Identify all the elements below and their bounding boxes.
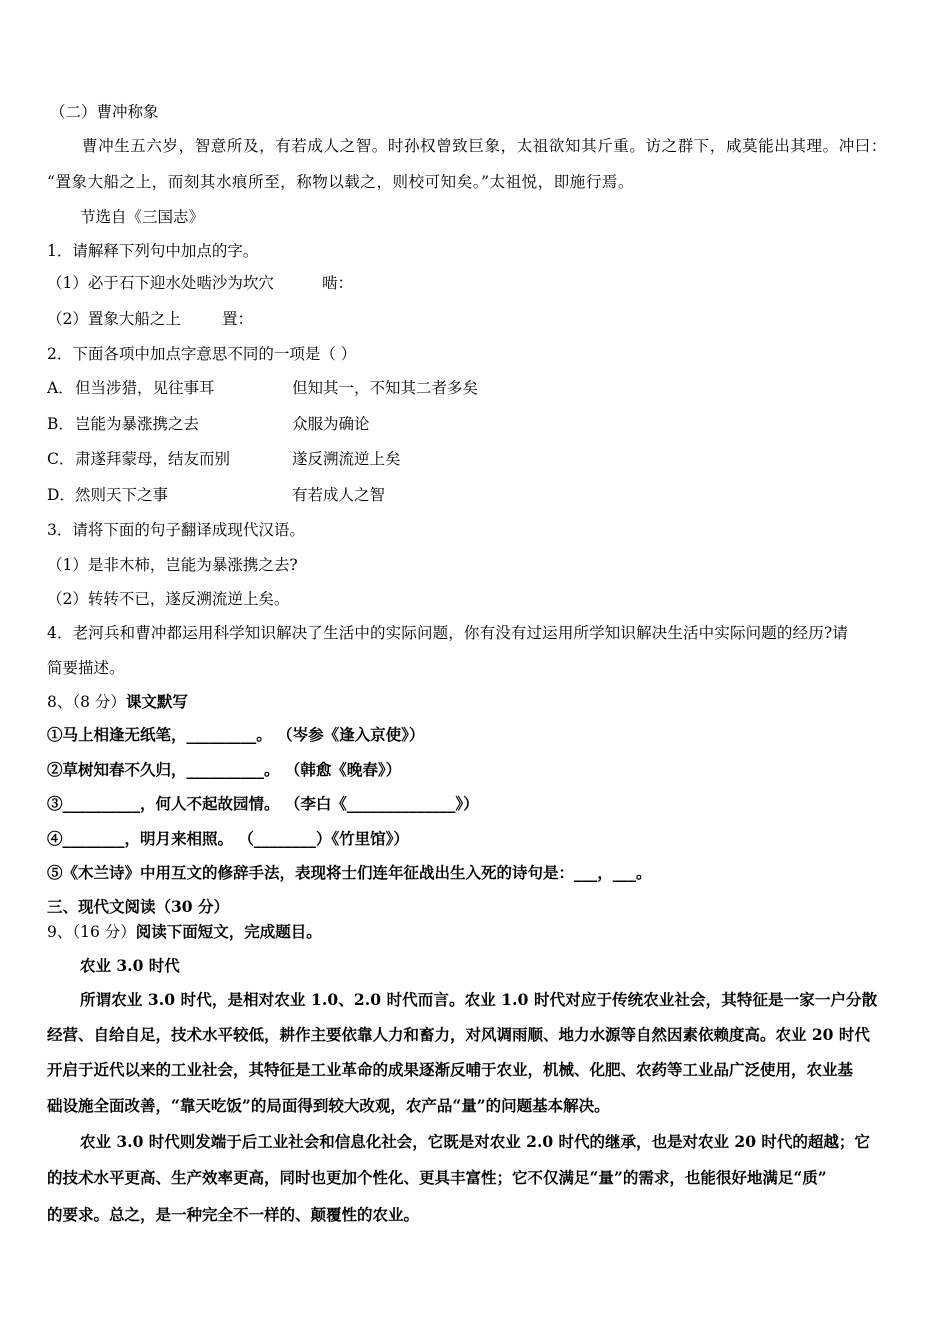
option-d-right: 有若成人之智: [292, 486, 386, 504]
question-3-1: （1）是非木柿，岂能为暴涨携之去?: [47, 556, 298, 574]
question-1-2-sentence: （2）置象大船之上: [47, 310, 181, 328]
question-8-title: 课文默写: [125, 692, 188, 711]
dictation-item-4: ④________，明月来相照。 （________）《竹里馆》）: [47, 829, 409, 848]
question-1-1-sentence: （1）必于石下迎水处啮沙为坎穴: [47, 274, 274, 292]
question-1: 1．请解释下列句中加点的字。: [47, 242, 259, 260]
question-1-1-char: 啮：: [322, 274, 354, 292]
option-c-letter: C．: [47, 450, 75, 468]
option-a-letter: A．: [47, 379, 74, 397]
question-9-number: 9、（16 分）: [47, 923, 136, 941]
question-8-header: [47, 692, 188, 712]
option-a-left: 但当涉猎，见往事耳: [75, 379, 215, 397]
question-9-instruction: 阅读下面短文，完成题目。: [135, 922, 322, 941]
option-a-right: 但知其一，不知其二者多矣: [292, 379, 479, 397]
question-8-number: 8、（8 分）: [47, 693, 126, 711]
article-p2-line1: 农业 3.0 时代则发端于后工业社会和信息化社会，它既是对农业 2.0 时代的继承，也是对农业 20 时代的超越；它: [80, 1132, 870, 1151]
dictation-item-1: ①马上相逢无纸笔，_________。 （岑参《逢入京使》）: [47, 725, 425, 744]
question-4-line1: 4．老河兵和曹冲都运用科学知识解决了生活中的实际问题，你有没有过运用所学知识解决生活中实际问题的经历?请: [47, 624, 848, 642]
section-title-caochong: （二）曹冲称象: [50, 103, 159, 121]
question-4-line2: 简要描述。: [47, 659, 125, 677]
dictation-item-2: ②草树知春不久归，__________。 （韩愈《晚春》）: [47, 760, 402, 779]
option-b-left: 岂能为暴涨携之去: [75, 415, 200, 433]
option-c-right: 遂反溯流逆上矣: [292, 450, 401, 468]
caochong-source: 节选自《三国志》: [80, 208, 205, 226]
article-p2-line3: 的要求。总之，是一种完全不一样的、颠覆性的农业。: [47, 1205, 420, 1224]
section-3-title: 三、现代文阅读（30 分）: [47, 897, 229, 916]
article-p2-line2: 的技术水平更高、生产效率更高，同时也更加个性化、更具丰富性；它不仅满足“量”的需求，也能很好地满足“质”: [47, 1168, 827, 1187]
question-9-header: [47, 922, 322, 942]
option-d-letter: D．: [47, 486, 75, 504]
question-2: 2．下面各项中加点字意思不同的一项是（ ）: [47, 345, 357, 363]
dictation-item-3: ③__________，何人不起故园情。 （李白《______________》）: [47, 794, 479, 813]
question-3-2: （2）转转不已，遂反溯流逆上矣。: [47, 590, 290, 608]
option-c-left: 肃遂拜蒙母，结友而别: [75, 450, 231, 468]
article-p1-line4: 础设施全面改善，“靠天吃饭”的局面得到较大改观，农产品“量”的问题基本解决。: [47, 1096, 610, 1115]
dictation-item-5: ⑤《木兰诗》中用互文的修辞手法，表现将士们连年征战出生入死的诗句是：___，___。: [47, 863, 652, 882]
article-title: 农业 3.0 时代: [80, 956, 180, 975]
question-3: 3．请将下面的句子翻译成现代汉语。: [47, 521, 305, 539]
article-p1-line2: 经营、自给自足，技术水平较低，耕作主要依靠人力和畜力，对风调雨顺、地力水源等自然因素依赖度高。农业 20 时代: [47, 1025, 870, 1044]
article-p1-line3: 开启于近代以来的工业社会，其特征是工业革命的成果逐渐反哺于农业，机械、化肥、农药等工业品广泛使用，农业基: [47, 1060, 854, 1079]
caochong-text-line1: 曹冲生五六岁，智意所及，有若成人之智。时孙权曾致巨象，太祖欲知其斤重。访之群下，咸莫能出其理。冲曰：: [82, 137, 888, 155]
caochong-text-line2: “置象大船之上，而刻其水痕所至，称物以载之，则校可知矣。”太祖悦，即施行焉。: [47, 173, 635, 191]
option-b-letter: B．: [47, 415, 74, 433]
article-p1-line1: 所谓农业 3.0 时代，是相对农业 1.0、2.0 时代而言。农业 1.0 时代对应于传统农业社会，其特征是一家一户分散: [80, 990, 878, 1009]
option-d-left: 然则天下之事: [75, 486, 169, 504]
option-b-right: 众服为确论: [292, 415, 370, 433]
question-1-2-char: 置：: [222, 310, 254, 328]
